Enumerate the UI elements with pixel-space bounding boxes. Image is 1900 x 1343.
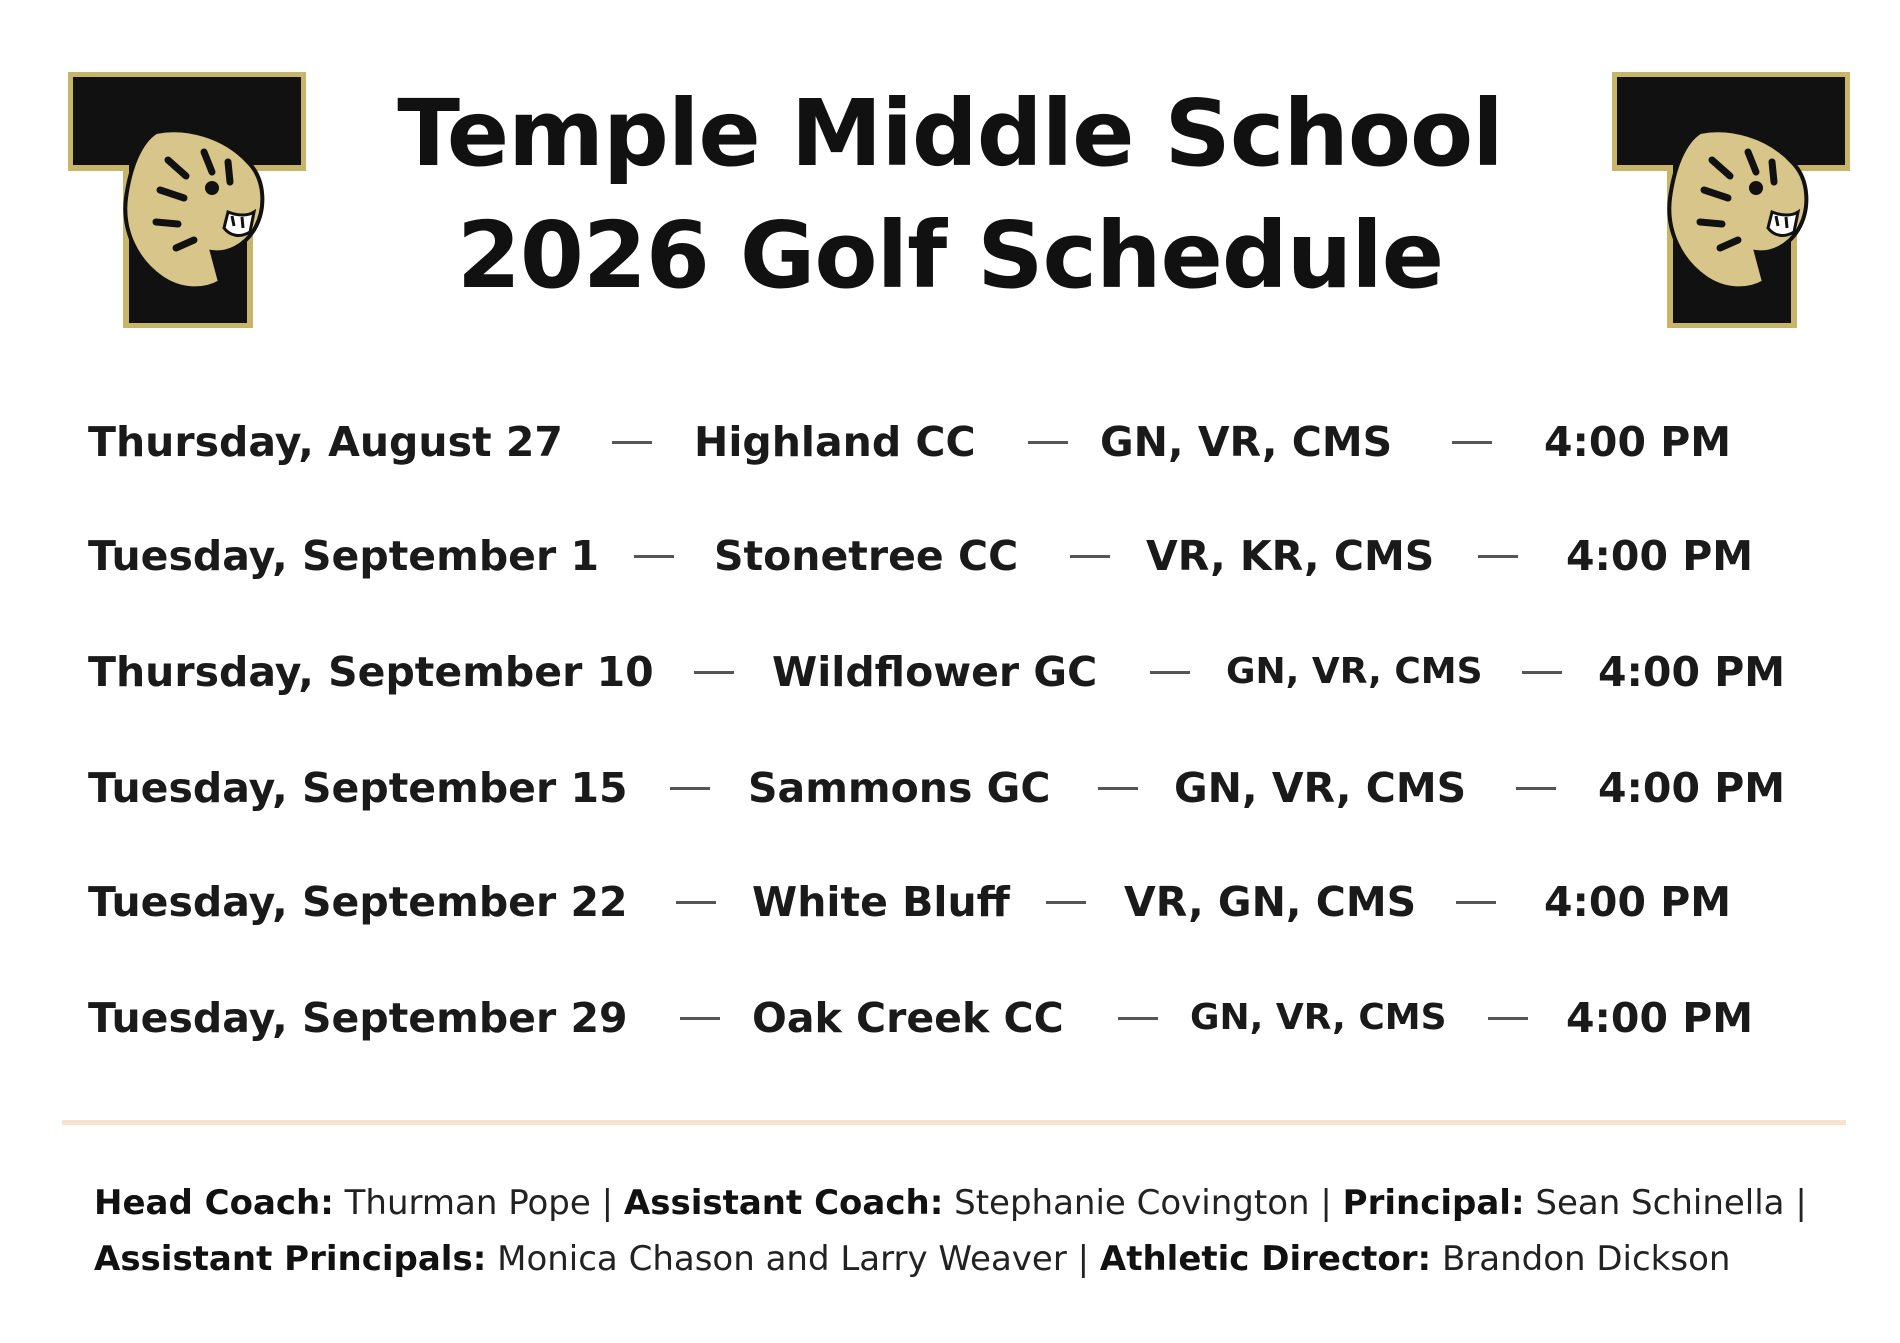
match-time: 4:00 PM [1544,878,1732,926]
separator-dash [1522,671,1562,674]
match-schools: GN, VR, CMS [1174,764,1467,812]
match-course: Sammons GC [748,764,1051,812]
separator-dash [1456,901,1496,904]
separator-dash [1478,555,1518,558]
separator-dash [1118,1017,1158,1020]
principal-label: Principal: [1342,1183,1525,1223]
match-schools: GN, VR, CMS [1190,997,1447,1038]
pipe-separator: | [1320,1183,1332,1223]
head-coach-name: Thurman Pope [344,1183,591,1223]
match-date: Thursday, September 10 [88,648,654,696]
tiger-head-icon [1612,72,1850,328]
separator-dash [1046,901,1086,904]
separator-dash [1488,1017,1528,1020]
athletic-director-label: Athletic Director: [1099,1239,1432,1279]
principal-name: Sean Schinella [1535,1183,1785,1223]
assistant-principals-names: Monica Chason and Larry Weaver [497,1239,1067,1279]
separator-dash [1452,441,1492,444]
tiger-head-icon [68,72,306,328]
match-date: Thursday, August 27 [88,418,563,466]
separator-dash [1028,441,1068,444]
match-time: 4:00 PM [1566,532,1754,580]
schedule-row [0,988,1900,1048]
separator-dash [1516,787,1556,790]
tiger-logo-left [68,72,306,328]
match-course: Wildflower GC [772,648,1098,696]
match-date: Tuesday, September 22 [88,878,628,926]
assistant-coach-name: Stephanie Covington [954,1183,1310,1223]
match-time: 4:00 PM [1544,418,1732,466]
separator-dash [1070,555,1110,558]
page-title-line2: 2026 Golf Schedule [456,202,1444,309]
match-time: 4:00 PM [1598,764,1786,812]
pipe-separator: | [1795,1183,1807,1223]
schedule-row [0,412,1900,472]
separator-dash [1150,671,1190,674]
match-course: White Bluff [752,878,1010,926]
match-course: Oak Creek CC [752,994,1064,1042]
schedule-row [0,872,1900,932]
match-schools: GN, VR, CMS [1226,651,1483,692]
separator-dash [634,555,674,558]
assistant-coach-label: Assistant Coach: [623,1183,944,1223]
athletic-director-name: Brandon Dickson [1441,1239,1731,1279]
schedule-row [0,526,1900,586]
separator-dash [612,441,652,444]
match-course: Highland CC [694,418,976,466]
match-schools: VR, GN, CMS [1124,878,1417,926]
pipe-separator: | [1077,1239,1090,1279]
match-time: 4:00 PM [1598,648,1786,696]
match-date: Tuesday, September 1 [88,532,599,580]
pipe-separator: | [601,1183,614,1223]
schedule-row [0,642,1900,702]
section-divider [62,1120,1846,1125]
separator-dash [694,671,734,674]
staff-credits-line1 [94,1183,1854,1223]
match-time: 4:00 PM [1566,994,1754,1042]
match-date: Tuesday, September 29 [88,994,628,1042]
head-coach-label: Head Coach: [94,1183,334,1223]
tiger-logo-right [1612,72,1850,328]
match-course: Stonetree CC [714,532,1019,580]
match-schools: VR, KR, CMS [1146,532,1435,580]
page-title-line1: Temple Middle School [397,80,1503,187]
schedule-row [0,758,1900,818]
match-schools: GN, VR, CMS [1100,418,1393,466]
separator-dash [680,1017,720,1020]
assistant-principals-label: Assistant Principals: [94,1239,487,1279]
separator-dash [1098,787,1138,790]
separator-dash [670,787,710,790]
separator-dash [676,901,716,904]
staff-credits-line2 [94,1239,1854,1279]
match-date: Tuesday, September 15 [88,764,628,812]
